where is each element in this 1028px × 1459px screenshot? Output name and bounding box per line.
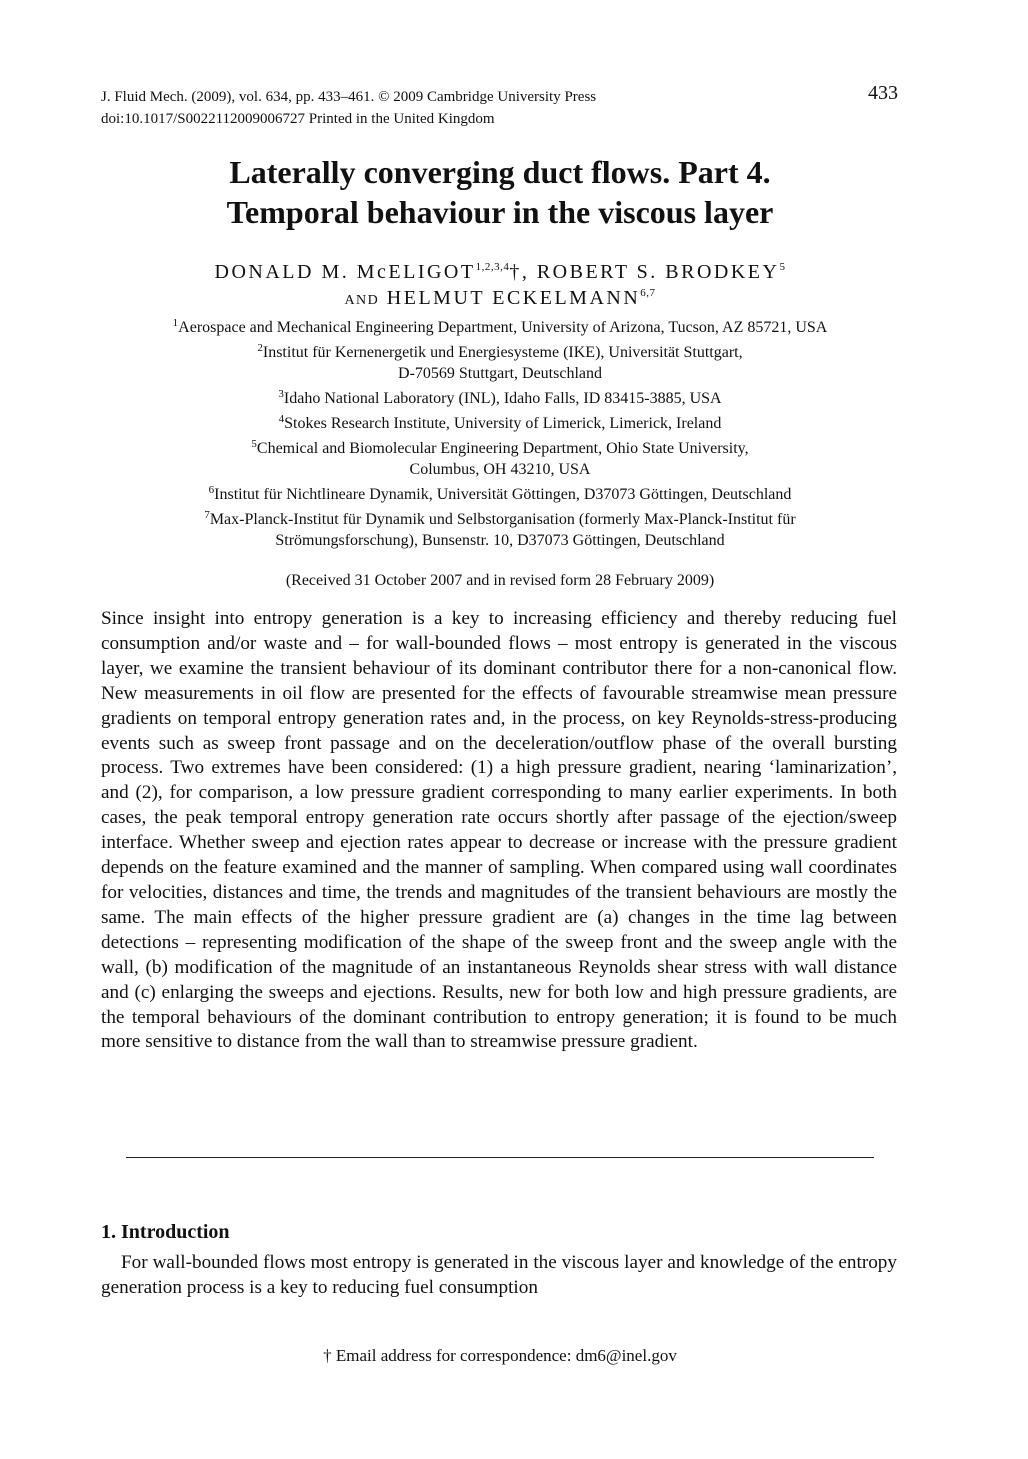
affiliation-text: Max-Planck-Institut für Dynamik und Selbstorganisation (formerly Max-Planck-Institut für — [209, 511, 796, 528]
affiliation-text-continued: Columbus, OH 43210, USA — [409, 461, 591, 478]
received-dates: (Received 31 October 2007 and in revised form 28 February 2009) — [285, 572, 715, 589]
doi-line: doi:10.1017/S0022112009006727 Printed in the United Kingdom — [101, 111, 495, 127]
correspondence-footnote: † Email address for correspondence: dm6@inel.gov — [323, 1346, 677, 1365]
affiliation — [100, 484, 900, 505]
affiliation — [100, 413, 900, 434]
abstract: Since insight into entropy generation is a key to increasing efficiency and thereby reducing fuel consumption and/or waste and – for wall-bounded flows – most entropy is generated in the viscous layer, we examine the transient behaviour of its dominant contributor there for a non-canonical flow. New measurements in oil flow are presented for the effects of favourable streamwise mean pressure gradients on temporal entropy generation rates and, in the process, on key Reynolds-stress-producing events such as sweep front passage and on the deceleration/outflow phase of the overall bursting process. Two extremes have been considered: (1) a high pressure gradient, nearing ‘laminarization’, and (2), for comparison, a low pressure gradient corresponding to many earlier experiments. In both cases, the peak temporal entropy generation rate occurs shortly after passage of the ejection/sweep interface. Whether sweep and ejection rates appear to decrease or increase with the pressure gradient depends on the feature examined and the manner of sampling. When compared using wall coordinates for velocities, distances and time, the trends and magnitudes of the transient behaviours are mostly the same. The main effects of the higher pressure gradient are (a) changes in the time lag between detections – representing modification of the shape of the sweep front and the sweep angle with the wall, (b) modification of the magnitude of an instantaneous Reynolds shear stress with wall distance and (c) enlarging the sweeps and ejections. Results, new for both low and high pressure gradients, are the temporal behaviours of the dominant contribution to entropy generation; it is found to be much more sensitive to distance from the wall than to streamwise pressure gradient. — [101, 608, 897, 1053]
affiliation — [100, 317, 900, 338]
author-affiliation-marks: 1,2,3,4 — [475, 261, 510, 273]
affiliation-text: Stokes Research Institute, University of Limerick, Limerick, Ireland — [284, 415, 722, 432]
authors-line-1 — [100, 259, 900, 285]
affiliation — [100, 342, 900, 384]
page-number: 433 — [868, 82, 898, 104]
affiliation-number: 1 — [172, 317, 179, 329]
title-line-1: Laterally converging duct flows. Part 4. — [229, 154, 771, 190]
title-line-2: Temporal behaviour in the viscous layer — [226, 194, 774, 230]
author-list — [100, 259, 900, 314]
author-affiliation-marks: 5 — [779, 261, 786, 273]
paper-title — [100, 152, 900, 232]
authors-line-2 — [100, 285, 900, 314]
affiliation-number: 2 — [257, 342, 263, 354]
abstract-divider — [126, 1157, 874, 1158]
affiliation-text: Chemical and Biomolecular Engineering Department, Ohio State University, — [256, 440, 749, 457]
affiliation-text: Institut für Kernenergetik und Energiesysteme (IKE), Universität Stuttgart, — [262, 344, 743, 361]
correspondence-mark: †, — [509, 261, 530, 283]
and-conjunction: AND — [344, 293, 380, 308]
citation-line: J. Fluid Mech. (2009), vol. 634, pp. 433–461. © 2009 Cambridge University Press — [101, 89, 597, 105]
affiliation-number: 3 — [278, 388, 284, 400]
affiliation-text-continued: Strömungsforschung), Bunsenstr. 10, D37073 Göttingen, Deutschland — [275, 532, 725, 549]
author-name: DONALD M. McELIGOT — [214, 261, 476, 283]
introduction-paragraph: For wall-bounded flows most entropy is generated in the viscous layer and knowledge of the entropy generation process is a key to reducing fuel consumption — [101, 1252, 897, 1298]
affiliation-number: 5 — [251, 438, 257, 450]
affiliation-text: Idaho National Laboratory (INL), Idaho Falls, ID 83415-3885, USA — [283, 390, 722, 407]
affiliation — [100, 388, 900, 409]
affiliation-number: 6 — [208, 484, 215, 496]
affiliation-list — [100, 317, 900, 555]
affiliation-text: Institut für Nichtlineare Dynamik, Universität Göttingen, D37073 Göttingen, Deutschland — [214, 486, 792, 503]
journal-header — [101, 82, 901, 130]
affiliation-text-continued: D-70569 Stuttgart, Deutschland — [398, 365, 602, 382]
affiliation — [100, 509, 900, 551]
author-name: HELMUT ECKELMANN — [386, 287, 641, 309]
affiliation-number: 4 — [278, 413, 285, 425]
affiliation — [100, 438, 900, 480]
author-affiliation-marks: 6,7 — [640, 287, 656, 299]
affiliation-number: 7 — [204, 509, 210, 521]
author-name: ROBERT S. BRODKEY — [536, 261, 780, 283]
section-heading: 1. Introduction — [101, 1221, 230, 1243]
affiliation-text: Aerospace and Mechanical Engineering Department, University of Arizona, Tucson, AZ 85721, USA — [178, 319, 828, 336]
